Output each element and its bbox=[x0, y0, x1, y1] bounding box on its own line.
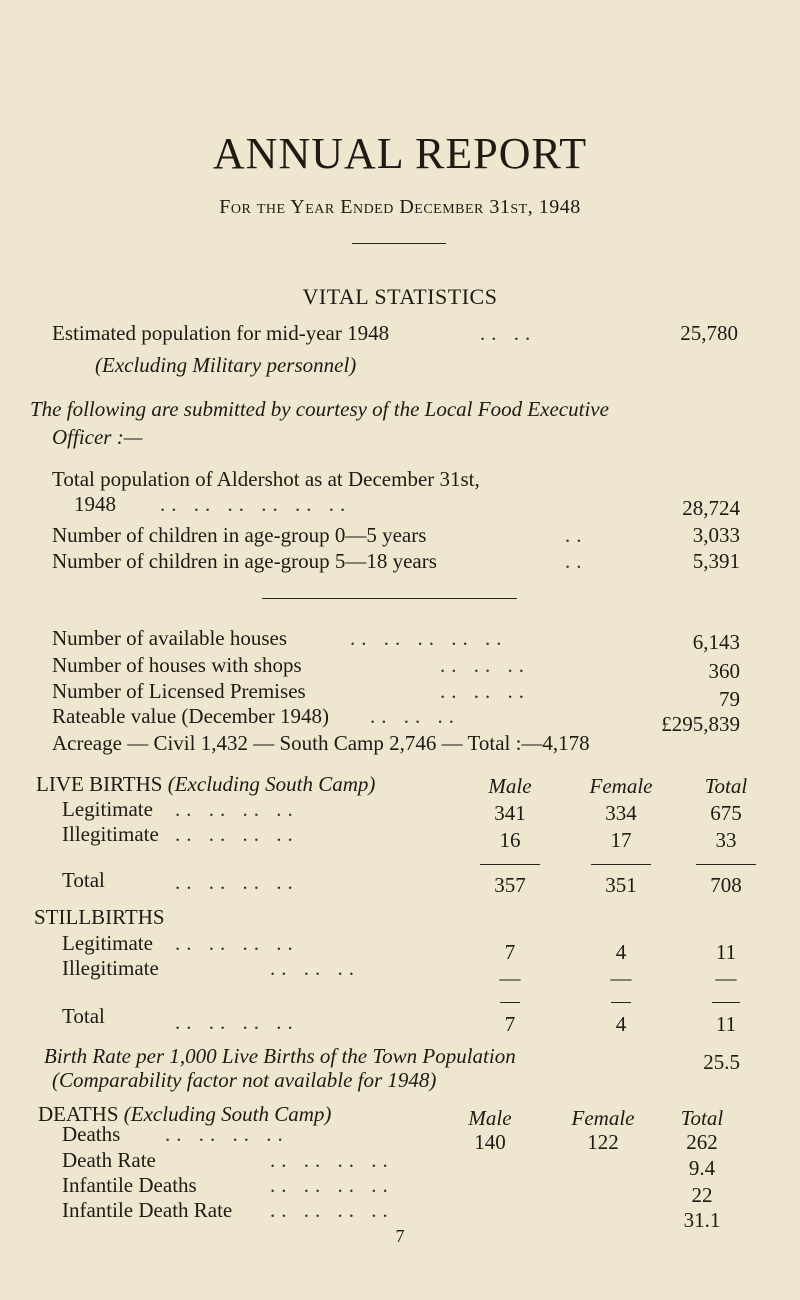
infantile-death-rate-total: 31.1 bbox=[683, 1208, 721, 1232]
houses-with-shops-label: Number of houses with shops bbox=[52, 653, 302, 677]
available-houses-value: 6,143 bbox=[692, 630, 740, 654]
dot-leader: .. .. .. .. .. bbox=[350, 626, 508, 650]
deaths-female: 122 bbox=[587, 1130, 619, 1154]
birth-rate-label: Birth Rate per 1,000 Live Births of the Town Population bbox=[44, 1044, 516, 1068]
sum-rule bbox=[712, 1002, 740, 1003]
death-rate-total: 9.4 bbox=[688, 1156, 716, 1180]
stillbirths-legitimate-female: 4 bbox=[615, 940, 627, 964]
food-note-line2: Officer :— bbox=[52, 425, 143, 449]
births-illegitimate-total: 33 bbox=[715, 828, 737, 852]
total-population-value: 28,724 bbox=[682, 496, 740, 520]
dot-leader: .. .. .. .. bbox=[175, 797, 299, 821]
stillbirths-legitimate-label: Legitimate bbox=[62, 931, 153, 955]
stillbirths-legitimate-male: 7 bbox=[504, 940, 516, 964]
dot-leader: .. bbox=[565, 523, 588, 547]
children-5-18-value: 5,391 bbox=[692, 549, 740, 573]
stillbirths-total-male: 7 bbox=[504, 1012, 516, 1036]
houses-with-shops-value: 360 bbox=[708, 659, 740, 683]
available-houses-label: Number of available houses bbox=[52, 626, 288, 650]
births-total-label: Total bbox=[62, 868, 105, 892]
dot-leader: .. .. .. bbox=[270, 956, 360, 980]
sum-rule bbox=[500, 1002, 520, 1003]
section-divider bbox=[262, 598, 517, 599]
infantile-deaths-total: 22 bbox=[691, 1183, 713, 1207]
births-col-male: Male bbox=[488, 774, 532, 798]
stillbirths-heading: STILLBIRTHS bbox=[34, 905, 165, 929]
births-illegitimate-female: 17 bbox=[610, 828, 632, 852]
licensed-premises-label: Number of Licensed Premises bbox=[52, 679, 306, 703]
births-legitimate-male: 341 bbox=[494, 801, 526, 825]
births-col-female: Female bbox=[589, 774, 653, 798]
dot-leader: .. .. .. .. bbox=[175, 870, 299, 894]
deaths-label: Deaths bbox=[62, 1122, 121, 1146]
stillbirths-illegitimate-female: — bbox=[610, 966, 632, 990]
vital-statistics-heading: VITAL STATISTICS bbox=[302, 284, 498, 309]
stillbirths-illegitimate-total: — bbox=[715, 966, 737, 990]
birth-rate-value: 25.5 bbox=[703, 1050, 740, 1074]
deaths-note: (Excluding South Camp) bbox=[123, 1102, 332, 1126]
birth-rate-note: (Comparability factor not available for 1948) bbox=[52, 1068, 437, 1092]
rateable-value-label: Rateable value (December 1948) bbox=[52, 704, 329, 728]
deaths-total: 262 bbox=[686, 1130, 718, 1154]
stillbirths-total-female: 4 bbox=[615, 1012, 627, 1036]
sum-rule bbox=[611, 1002, 631, 1003]
births-legitimate-total: 675 bbox=[710, 801, 742, 825]
population-label: Estimated population for mid-year 1948 bbox=[52, 321, 390, 345]
live-births-title: LIVE BIRTHS bbox=[36, 772, 163, 796]
page-number: 7 bbox=[395, 1226, 405, 1246]
acreage-line: Acreage — Civil 1,432 — South Camp 2,746 — Total :—4,178 bbox=[52, 731, 590, 755]
licensed-premises-value: 79 bbox=[719, 687, 740, 711]
sum-rule bbox=[591, 864, 651, 865]
live-births-heading bbox=[36, 772, 375, 797]
dot-leader: .. .. .. .. bbox=[175, 1010, 299, 1034]
dot-leader: .. .. .. bbox=[370, 704, 460, 728]
sum-rule bbox=[480, 864, 540, 865]
food-note-line1: The following are submitted by courtesy of the Local Food Executive bbox=[30, 397, 609, 421]
infantile-deaths-label: Infantile Deaths bbox=[62, 1173, 197, 1197]
dot-leader: .. .. .. .. bbox=[270, 1173, 394, 1197]
births-total-male: 357 bbox=[494, 873, 526, 897]
deaths-col-male: Male bbox=[468, 1106, 512, 1130]
dot-leader: .. .. .. .. .. .. bbox=[160, 492, 352, 516]
children-0-5-label: Number of children in age-group 0—5 years bbox=[52, 523, 427, 547]
sum-rule bbox=[696, 864, 756, 865]
total-population-label: Total population of Aldershot as at December 31st, bbox=[52, 467, 480, 491]
births-illegitimate-label: Illegitimate bbox=[62, 822, 159, 846]
births-col-total: Total bbox=[704, 774, 748, 798]
births-legitimate-label: Legitimate bbox=[62, 797, 153, 821]
report-title: ANNUAL REPORT bbox=[212, 129, 588, 178]
deaths-col-female: Female bbox=[571, 1106, 635, 1130]
report-subtitle: For the Year Ended December 31st, 1948 bbox=[219, 196, 581, 218]
births-legitimate-female: 334 bbox=[605, 801, 637, 825]
title-divider bbox=[352, 243, 446, 244]
births-total-female: 351 bbox=[605, 873, 637, 897]
deaths-male: 140 bbox=[474, 1130, 506, 1154]
stillbirths-legitimate-total: 11 bbox=[715, 940, 737, 964]
dot-leader: .. .. .. .. bbox=[165, 1122, 289, 1146]
stillbirths-illegitimate-label: Illegitimate bbox=[62, 956, 159, 980]
death-rate-label: Death Rate bbox=[62, 1148, 156, 1172]
dot-leader: .. .. .. bbox=[440, 653, 530, 677]
population-value: 25,780 bbox=[680, 321, 738, 345]
stillbirths-total-label: Total bbox=[62, 1004, 105, 1028]
stillbirths-illegitimate-male: — bbox=[499, 966, 521, 990]
total-population-year: 1948 bbox=[74, 492, 116, 516]
births-total-total: 708 bbox=[710, 873, 742, 897]
dot-leader: .. .. .. .. bbox=[175, 822, 299, 846]
deaths-col-total: Total bbox=[680, 1106, 724, 1130]
deaths-title: DEATHS bbox=[38, 1102, 119, 1126]
dot-leader: .. .. bbox=[480, 321, 537, 345]
births-illegitimate-male: 16 bbox=[499, 828, 521, 852]
stillbirths-total-total: 11 bbox=[715, 1012, 737, 1036]
dot-leader: .. .. .. bbox=[440, 679, 530, 703]
population-note: (Excluding Military personnel) bbox=[95, 353, 357, 377]
dot-leader: .. .. .. .. bbox=[270, 1148, 394, 1172]
dot-leader: .. .. .. .. bbox=[175, 931, 299, 955]
rateable-value-value: £295,839 bbox=[661, 712, 740, 736]
dot-leader: .. .. .. .. bbox=[270, 1198, 394, 1222]
children-0-5-value: 3,033 bbox=[692, 523, 740, 547]
infantile-death-rate-label: Infantile Death Rate bbox=[62, 1198, 233, 1222]
dot-leader: .. bbox=[565, 549, 588, 573]
children-5-18-label: Number of children in age-group 5—18 years bbox=[52, 549, 437, 573]
live-births-note: (Excluding South Camp) bbox=[167, 772, 376, 796]
